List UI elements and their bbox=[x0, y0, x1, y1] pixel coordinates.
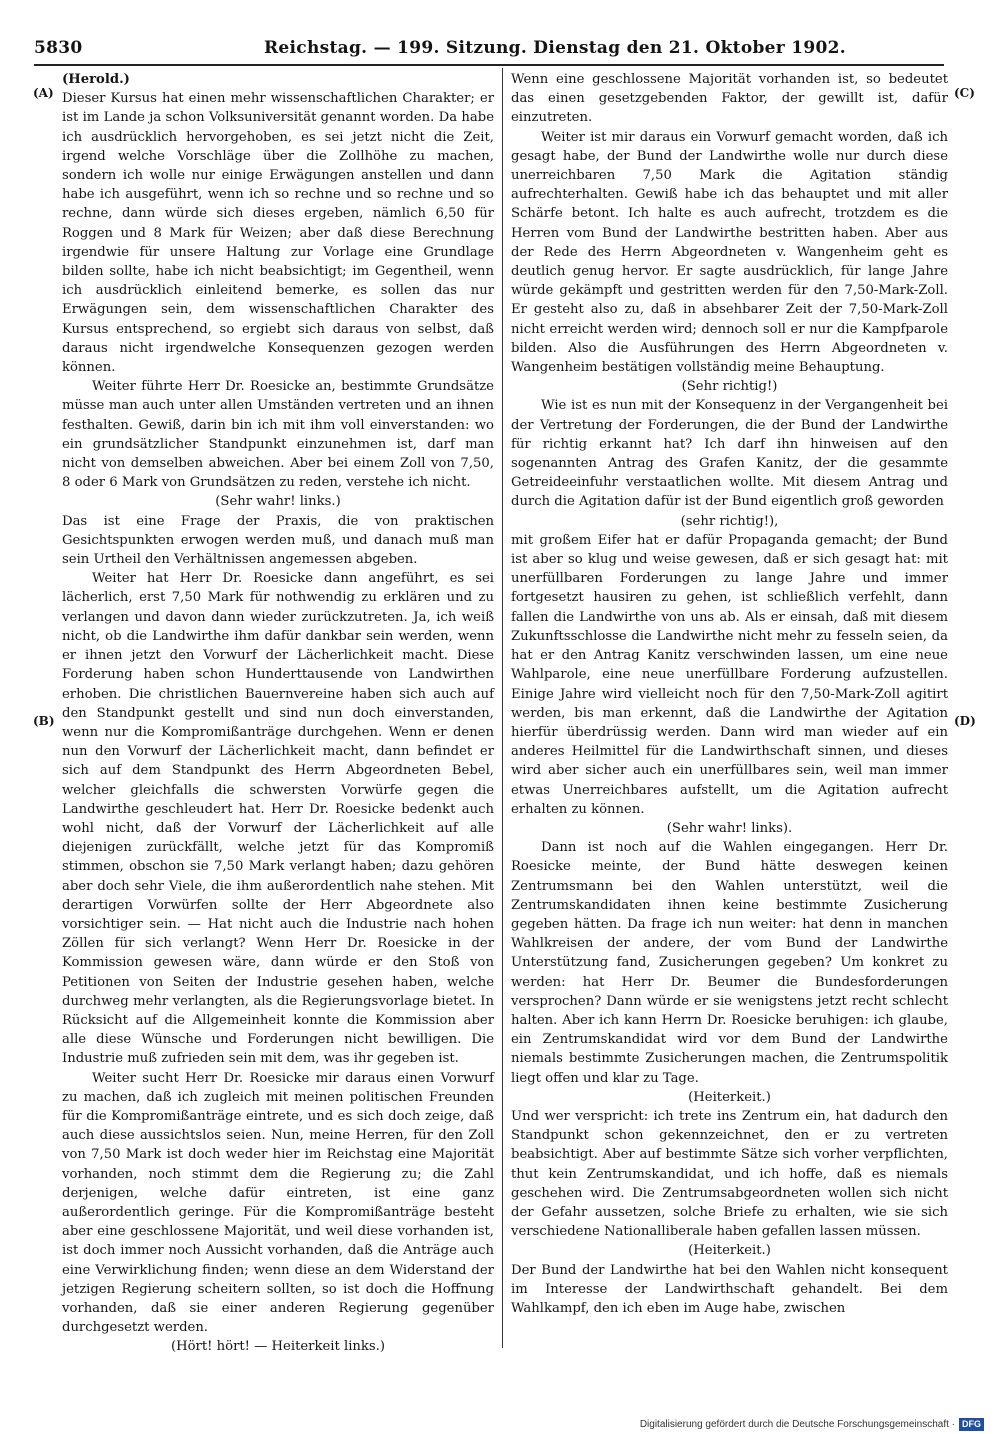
margin-marker-d: (D) bbox=[954, 714, 976, 728]
dfg-logo: DFG bbox=[959, 1418, 984, 1431]
footer bbox=[640, 1417, 984, 1431]
column-divider bbox=[502, 68, 503, 1348]
reaction-note: (sehr richtig!), bbox=[680, 513, 779, 529]
paragraph: Und wer verspricht: ich trete ins Zentrum ein, hat dadurch den Standpunkt schon gekennzeichnet, den er zu vertreten beabsichtigt. Aber auf bestimmte Sätze sich vorher verpflichten, thut kein Zentrumskandidat, und ich hoffe, daß es niemals geschehen wird. Die Zentrumsabgeordneten wollen sich nicht der Gefahr aussetzen, solche Briefe zu erhalten, wie sie sich verschiedene Nationalliberale haben gefallen lassen müssen. bbox=[511, 1108, 948, 1240]
margin-marker-a: (A) bbox=[33, 86, 54, 100]
right-column bbox=[511, 70, 948, 1318]
paragraph: Weiter ist mir daraus ein Vorwurf gemacht worden, daß ich gesagt habe, der Bund der Landwirthe wolle nur durch diese unerreichbaren 7,50 Mark die Agitation ständig aufrechterhalten. Gewiß habe ich das behauptet und mit aller Schärfe betont. Ich halte es auch aufrecht, trotzdem es die Herren vom Bund der Landwirthe bestritten haben. Aber aus der Rede des Herrn Abgeordneten v. Wangenheim geht es deutlich genug hervor. Er sagte ausdrücklich, für lange Jahre würde gekämpft und gestritten werden für den 7,50-Mark-Zoll. Er gesteht also zu, daß in absehbarer Zeit der 7,50-Mark-Zoll nicht erreicht werden wird; dennoch soll er nur die Kampfparole bilden. Also die Ausführungen des Herrn Abgeordneten v. Wangenheim bestätigen vollständig meine Behauptung. bbox=[511, 129, 948, 376]
paragraph: Der Bund der Landwirthe hat bei den Wahlen nicht konsequent im Interesse der Landwirthschaft gehandelt. Bei dem Wahlkampf, den ich eben im Auge habe, zwischen bbox=[511, 1262, 948, 1316]
paragraph: Das ist eine Frage der Praxis, die von praktischen Gesichtspunkten erwogen werden muß, und danach muß man sein Urtheil den Verhältnissen angemessen abgeben. bbox=[62, 513, 494, 568]
paragraph: Wenn eine geschlossene Majorität vorhanden ist, so bedeutet das einen gesetzgebenden Faktor, der gewillt ist, dafür einzutreten. bbox=[511, 72, 948, 126]
reaction-note: (Hört! hört! — Heiterkeit links.) bbox=[170, 1339, 386, 1355]
paragraph: Weiter hat Herr Dr. Roesicke dann angeführt, es sei lächerlich, erst 7,50 Mark für nothwendig zu erklären und zu verlangen und davon dann wieder zurückzutreten. Ja, ich weiß nicht, ob die Landwirthe ihm dafür dankbar sein werden, wenn er ihnen jetzt den Vorwurf der Lächerlichkeit macht. Diese Forderung haben schon Hunderttausende von Landwirthen erhoben. Die christlichen Bauernvereine haben sich auch auf den Standpunkt gestellt und sind nun doch einverstanden, wenn nur die Kompromißanträge durchgehen. Wenn er denen nun den Vorwurf der Lächerlichkeit macht, dann befindet er sich auf dem Standpunkt des Herrn Abgeordneten Bebel, welcher gleichfalls die schwersten Vorwürfe gegen die Landwirthe geschleudert hat. Herr Dr. Roesicke bedenkt auch wohl nicht, daß der Vorwurf der Lächerlichkeit auf alle diejenigen zurückfällt, welche jetzt für das Kompromiß stimmen, obschon sie 7,50 Mark verlangt haben; dazu gehören aber doch sehr Viele, die ihm außerordentlich nahe stehen. Mit derartigen Vorwürfen sollte der Herr Abgeordnete also vorsichtiger sein. — Hat nicht auch die Industrie nach hohen Zöllen für sich verlangt? Wenn Herr Dr. Roesicke in der Kommission gewesen wäre, dann würde er den Stoß von Petitionen von Seiten der Industrie gesehen haben, welche durchweg mehr verlangten, als die Regierungsvorlage bietet. In Rücksicht auf die Allgemeinheit konnte die Kommission aber alle diese Wünsche und Forderungen nicht bewilligen. Die Industrie muß zufrieden sein mit dem, was ihr gegeben ist. bbox=[62, 571, 494, 1067]
paragraph: Weiter sucht Herr Dr. Roesicke mir daraus einen Vorwurf zu machen, daß ich zugleich mit meinen politischen Freunden für die Kompromißanträge eintrete, und es sich doch zeige, daß auch diese aussichtslos seien. Nun, meine Herren, für den Zoll von 7,50 Mark ist doch weder hier im Reichstag eine Majorität vorhanden, noch stimmt dem die Regierung zu; die Zahl derjenigen, welche dafür eintreten, ist eine ganz außerordentlich geringe. Für die Kompromißanträge besteht aber eine geschlossene Majorität, und weil diese vorhanden ist, ist doch immer noch Aussicht vorhanden, daß die Anträge auch eine Verwirklichung finden; wenn diese an dem Widerstand der jetzigen Regierung scheitern sollten, so ist doch die Hoffnung vorhanden, daß sie einer anderen Regierung gegenüber durchgesetzt werden. bbox=[62, 1070, 494, 1336]
paragraph: Wie ist es nun mit der Konsequenz in der Vergangenheit bei der Vertretung der Forderungen, die der Bund der Landwirthe für richtig erkannt hat? Ich darf ihn hinweisen auf den sogenannten Antrag des Grafen Kanitz, der die gesammte Getreideeinfuhr verstaatlichen wollte. Mit diesem Antrag und durch die Agitation dafür ist der Bund eigentlich groß geworden bbox=[511, 398, 948, 510]
paragraph: Weiter führte Herr Dr. Roesicke an, bestimmte Grundsätze müsse man auch unter allen Umständen vertreten und an ihnen festhalten. Gewiß, darin bin ich mit ihm voll einverstanden: wo ein grundsätzlicher Standpunkt einzunehmen ist, darf man nicht von demselben abweichen. Aber bei einem Zoll von 7,50, 8 oder 6 Mark von Grundsätzen zu reden, verstehe ich nicht. bbox=[62, 379, 494, 491]
reaction-note: (Sehr wahr! links.) bbox=[215, 494, 341, 510]
margin-marker-b: (B) bbox=[33, 714, 55, 728]
page-title: Reichstag. — 199. Sitzung. Dienstag den 21. Oktober 1902. bbox=[264, 38, 846, 58]
page-header bbox=[34, 38, 944, 62]
paragraph: Dieser Kursus hat einen mehr wissenschaftlichen Charakter; er ist im Lande ja schon Volksuniversität genannt worden. Da habe ich ausdrücklich hervorgehoben, es sei jetzt nicht die Zeit, irgend welche Vorschläge über die Zollhöhe zu machen, sondern ich wolle nur einige Erwägungen anstellen und dann habe ich ausgeführt, wenn ich so rechne und so rechne und so rechne, dann würde sich dieses ergeben, nämlich 6,50 für Roggen und 8 Mark für Weizen; aber daß diese Berechnung irgendwie für unsere Haltung zur Vorlage eine Grundlage bilden sollte, habe ich nicht beabsichtigt; im Gegentheil, wenn ich ausdrücklich einleitend bemerke, es sollen das nur Erwägungen sein, dem wissenschaftlichen Charakter des Kursus entsprechend, so ergiebt sich daraus von selbst, daß daraus nicht irgendwelche Konsequenzen gezogen werden können. bbox=[62, 91, 494, 376]
paragraph: Dann ist noch auf die Wahlen eingegangen. Herr Dr. Roesicke meinte, der Bund hätte deswegen keinen Zentrumsmann bei den Wahlen unterstützt, weil die Zentrumskandidaten ihnen keine bestimmte Zusicherung gegeben hätten. Da frage ich nun weiter: hat denn in manchen Wahlkreisen der andere, der vom Bund der Landwirthe Unterstützung fand, Zusicherungen gegeben? Um konkret zu werden: hat Herr Dr. Beumer die Bundesforderungen versprochen? Dann würde er sie wenigstens jetzt recht schlecht halten. Aber ich kann Herrn Dr. Roesicke beruhigen: ich glaube, ein Zentrumskandidat wird vor dem Bund der Landwirthe niemals bestimmte Zusicherungen machen, die Zentrumspolitik liegt offen und klar zu Tage. bbox=[511, 840, 948, 1086]
footer-credit: Digitalisierung gefördert durch die Deutsche Forschungsgemeinschaft · bbox=[639, 1418, 955, 1430]
paragraph: mit großem Eifer hat er dafür Propaganda gemacht; der Bund ist aber so klug und weise gewesen, daß er sich gesagt hat: mit unerfüllbaren Forderungen zu lange Jahre und immer fortgesetzt hausiren zu gehen, ist schließlich verfehlt, dann fallen die Landwirthe von uns ab. Als er einsah, daß mit diesem Zukunftsschlosse die Landwirthe nicht mehr zu fesseln seien, da hat er den Antrag Kanitz verschwinden lassen, um eine neue Wahlparole, eine neue unerfüllbare Forderung aufzustellen. Einige Jahre wird vielleicht noch für den 7,50-Mark-Zoll agitirt werden, bis man erkennt, daß die Landwirthe der Agitation hierfür überdrüssig werden. Dann wird man wieder auf ein anderes Heilmittel für die Landwirthschaft sinnen, und dieses wird aber sicher auch ein unerfüllbares sein, weil man immer etwas Unerreichbares aufstellt, um die Agitation aufrecht erhalten zu können. bbox=[511, 532, 948, 817]
margin-marker-c: (C) bbox=[954, 86, 975, 100]
reaction-note: (Sehr richtig!) bbox=[681, 379, 778, 395]
page-number: 5830 bbox=[34, 38, 83, 58]
reaction-note: (Heiterkeit.) bbox=[688, 1089, 771, 1105]
left-column bbox=[62, 70, 494, 1357]
reaction-note: (Sehr wahr! links). bbox=[666, 820, 793, 836]
speaker-name: (Herold.) bbox=[62, 72, 130, 87]
header-rule bbox=[34, 64, 944, 66]
reaction-note: (Heiterkeit.) bbox=[688, 1243, 771, 1259]
